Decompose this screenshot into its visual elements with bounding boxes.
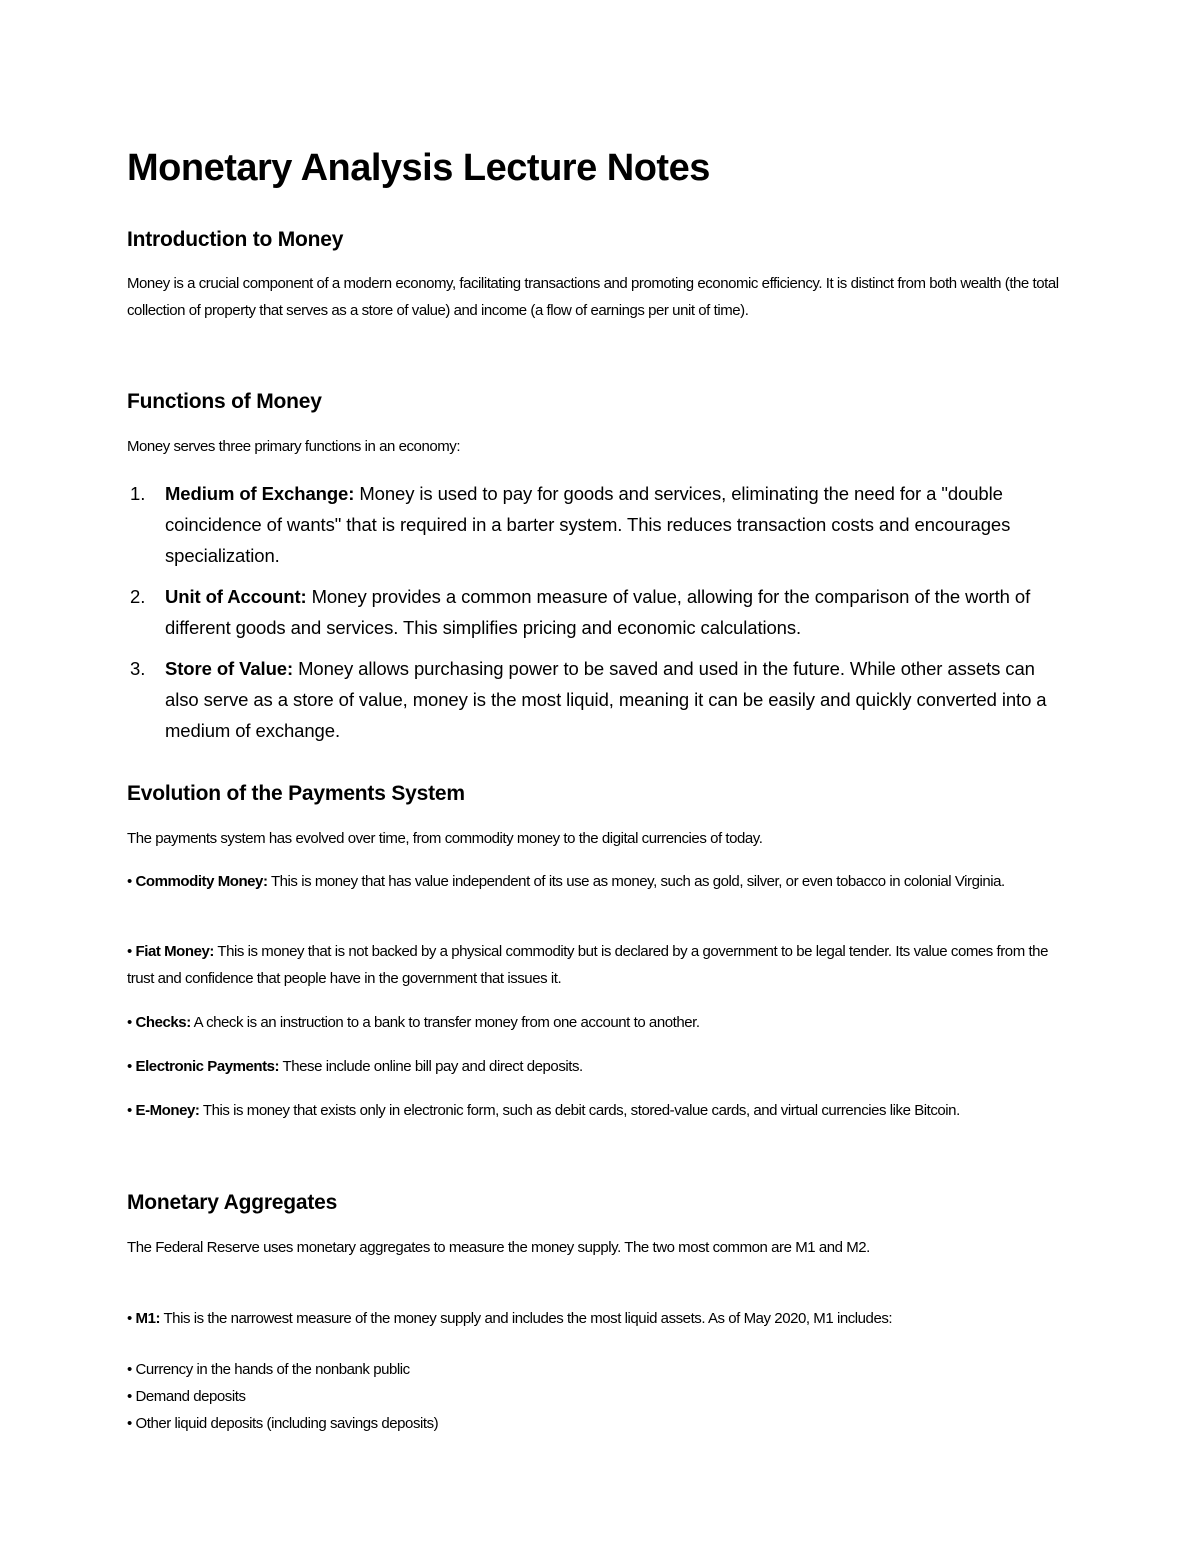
list-item: • Currency in the hands of the nonbank public [127, 1361, 410, 1378]
payment-item-electronic-payments [127, 1053, 1072, 1080]
payment-item-e-money [127, 1097, 1072, 1124]
term: E-Money: [135, 1102, 200, 1119]
item-text: This is the narrowest measure of the money supply and includes the most liquid assets. As of May 2020, M1 includes: [160, 1310, 893, 1327]
term-unit-of-account: Unit of Account: [165, 586, 307, 607]
section-heading-aggregates: Monetary Aggregates [127, 1191, 338, 1214]
list-item [127, 478, 1072, 571]
term: Electronic Payments: [135, 1058, 280, 1075]
term: Checks: [135, 1014, 191, 1031]
functions-lead: Money serves three primary functions in an economy: [127, 438, 461, 455]
aggregate-item-m1 [127, 1305, 1072, 1332]
list-item: • Demand deposits [127, 1388, 246, 1405]
payment-item-checks [127, 1009, 1072, 1036]
list-item-text: Money provides a common measure of value, allowing for the comparison of the worth of different goods and services. This simplifies pricing and economic calculations. [165, 586, 1031, 638]
payment-item-fiat-money [127, 938, 1072, 992]
item-text: A check is an instruction to a bank to transfer money from one account to another. [190, 1014, 700, 1031]
item-text: These include online bill pay and direct deposits. [279, 1058, 583, 1075]
list-item-text: Money allows purchasing power to be saved and used in the future. While other assets can also serve as a store of value, money is the most liquid, meaning it can be easily and quickly converted into a medium of exchange. [165, 658, 1047, 741]
bullet: • [127, 1014, 132, 1031]
section-heading-payments: Evolution of the Payments System [127, 782, 465, 805]
section-heading-introduction: Introduction to Money [127, 228, 344, 251]
term: Fiat Money: [135, 943, 214, 960]
bullet: • [127, 1310, 132, 1327]
term-store-of-value: Store of Value: [165, 658, 294, 679]
list-item [127, 653, 1072, 746]
aggregates-lead: The Federal Reserve uses monetary aggregates to measure the money supply. The two most common are M1 and M2. [127, 1239, 870, 1256]
payments-lead: The payments system has evolved over time, from commodity money to the digital currencies of today. [127, 830, 763, 847]
functions-list [127, 478, 1072, 756]
term: Commodity Money: [135, 873, 268, 890]
item-text: This is money that is not backed by a physical commodity but is declared by a government to be legal tender. Its value comes from the trust and confidence that people have in the government that issues it. [127, 943, 1048, 987]
list-item: • Other liquid deposits (including savings deposits) [127, 1415, 439, 1432]
list-item-text: Money is used to pay for goods and services, eliminating the need for a "double coincidence of wants" that is required in a barter system. This reduces transaction costs and encourages specialization. [165, 483, 1011, 566]
m1-components-list [127, 1356, 1072, 1437]
item-text: This is money that exists only in electronic form, such as debit cards, stored-value cards, and virtual currencies like Bitcoin. [199, 1102, 960, 1119]
payment-item-commodity-money [127, 868, 1072, 895]
intro-paragraph: Money is a crucial component of a modern economy, facilitating transactions and promoting economic efficiency. It is distinct from both wealth (the total collection of property that serves as a store of value) and income (a flow of earnings per unit of time). [127, 275, 1059, 319]
bullet: • [127, 943, 132, 960]
bullet: • [127, 873, 132, 890]
item-text: This is money that has value independent of its use as money, such as gold, silver, or even tobacco in colonial Virginia. [267, 873, 1005, 890]
bullet: • [127, 1102, 132, 1119]
list-number: 2. [130, 586, 146, 607]
list-number: 3. [130, 658, 146, 679]
list-number: 1. [130, 483, 146, 504]
term: M1: [135, 1310, 161, 1327]
page-title: Monetary Analysis Lecture Notes [127, 147, 710, 189]
list-item [127, 581, 1072, 643]
bullet: • [127, 1058, 132, 1075]
section-heading-functions: Functions of Money [127, 390, 322, 413]
term-medium-of-exchange: Medium of Exchange: [165, 483, 355, 504]
